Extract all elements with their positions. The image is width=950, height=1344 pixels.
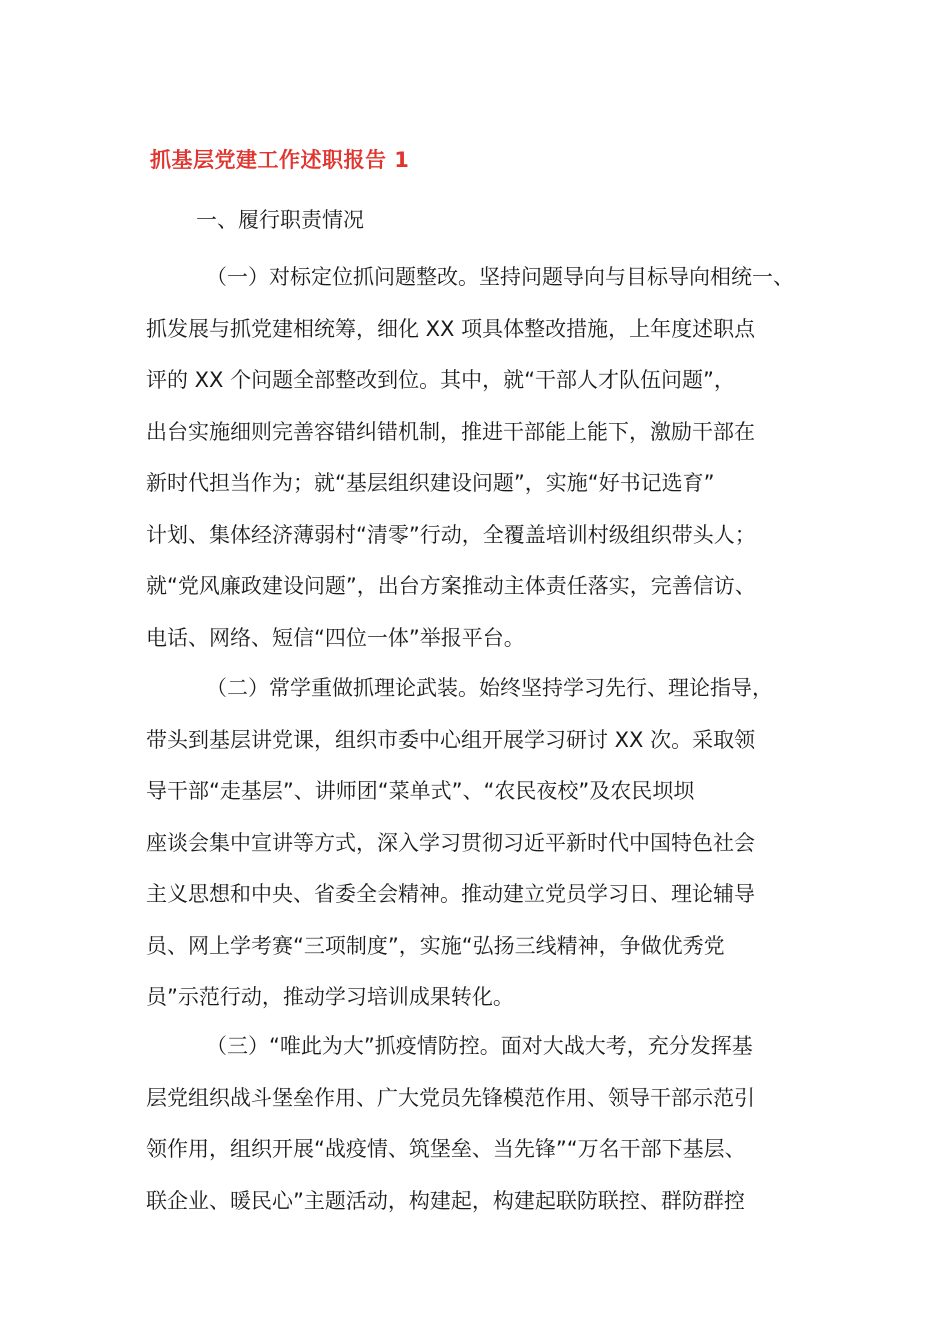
paragraph-line: （三）“唯此为大”抓疫情防控。面对大战大考，充分发挥基 <box>206 1034 753 1058</box>
section-heading: 一、履行职责情况 <box>196 208 364 232</box>
paragraph-line: 计划、集体经济薄弱村“清零”行动，全覆盖培训村级组织带头人； <box>146 522 756 547</box>
paragraph-line: （一）对标定位抓问题整改。坚持问题导向与目标导向相统一、 <box>206 265 794 289</box>
paragraph-line: 评的 XX 个问题全部整改到位。其中，就“干部人才队伍问题”， <box>146 368 735 392</box>
paragraph-line: 就“党风廉政建设问题”，出台方案推动主体责任落实，完善信访、 <box>146 574 756 598</box>
paragraph-line: 新时代担当作为；就“基层组织建设问题”，实施“好书记选育” <box>146 471 715 495</box>
paragraph-line: 领作用，组织开展“战疫情、筑堡垒、当先锋”“万名干部下基层、 <box>146 1137 746 1161</box>
paragraph-line: 导干部“走基层”、讲师团“菜单式”、“农民夜校”及农民坝坝 <box>146 779 695 803</box>
paragraph-line: 联企业、暖民心”主题活动，构建起，构建起联防联控、群防群控 <box>146 1188 745 1213</box>
paragraph-line: 带头到基层讲党课，组织市委中心组开展学习研讨 XX 次。采取领 <box>146 727 756 752</box>
paragraph-1 <box>146 252 816 664</box>
paragraph-line: 员”示范行动，推动学习培训成果转化。 <box>146 985 514 1009</box>
paragraph-line: 出台实施细则完善容错纠错机制，推进干部能上能下，激励干部在 <box>146 419 755 444</box>
paragraph-line: 电话、网络、短信“四位一体”举报平台。 <box>146 625 525 650</box>
paragraph-line: 座谈会集中宣讲等方式，深入学习贯彻习近平新时代中国特色社会 <box>146 830 755 855</box>
paragraph-line: 抓发展与抓党建相统筹，细化 XX 项具体整改措施，上年度述职点 <box>146 316 756 341</box>
document-title: 抓基层党建工作述职报告 1 <box>150 148 410 172</box>
paragraph-line: （二）常学重做抓理论武装。始终坚持学习先行、理论指导， <box>206 676 773 700</box>
paragraph-line: 主义思想和中央、省委全会精神。推动建立党员学习日、理论辅导 <box>146 882 755 906</box>
paragraph-2 <box>146 663 816 1024</box>
paragraph-3 <box>146 1021 816 1227</box>
paragraph-line: 员、网上学考赛“三项制度”，实施“弘扬三线精神，争做优秀党 <box>146 933 725 958</box>
paragraph-line: 层党组织战斗堡垒作用、广大党员先锋模范作用、领导干部示范引 <box>146 1085 755 1110</box>
